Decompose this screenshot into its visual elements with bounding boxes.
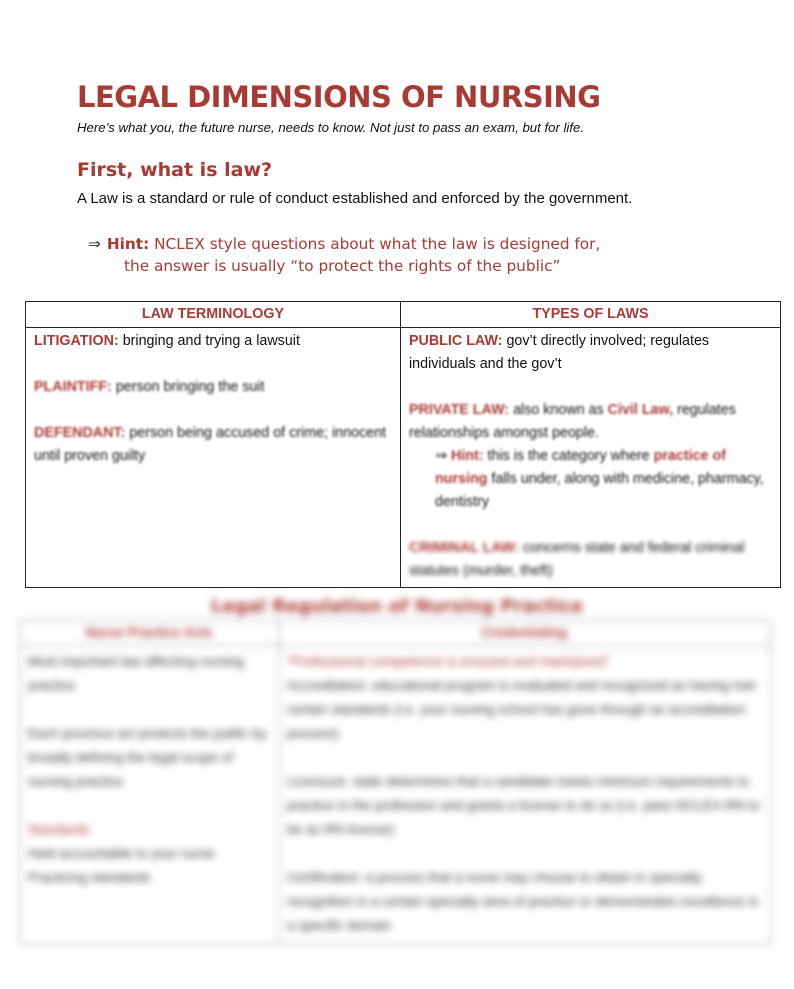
credentialing-cell (279, 646, 771, 945)
right-arrow-icon: ⇒ (435, 448, 447, 464)
section-heading-what-is-law: First, what is law? (77, 159, 273, 181)
page-subtitle: Here’s what you, the future nurse, needs to know. Not just to pass an exam, but for life. (77, 120, 585, 135)
list-item: Certification: a process that a nurse may choose to obtain in specialty recognition in a certain specialty area of practice or demonstrates excellence in a specific domain (287, 870, 759, 933)
type-criminal-law: CRIMINAL LAW: concerns state and federal criminal statutes (murder, theft) (409, 540, 745, 579)
types-of-laws-cell (401, 328, 781, 588)
hint-text-line2: the answer is usually “to protect the rights of the public” (124, 257, 561, 275)
law-terminology-table (25, 301, 781, 588)
header-credentialing: Credentialing (279, 621, 771, 646)
type-public-law: PUBLIC LAW: gov’t directly involved; regulates individuals and the gov’t (409, 333, 710, 372)
header-types-of-laws: TYPES OF LAWS (401, 302, 781, 328)
list-item: Most important law affecting nursing practice (28, 654, 244, 693)
hint-text-line1: NCLEX style questions about what the law is designed for, (154, 235, 601, 253)
nclex-hint (88, 233, 728, 277)
list-item: Held accountable to your nurse (28, 846, 215, 861)
list-item: Accreditation: educational program is evaluated and recognized as having met certain standards (i.e. your nursing school has gone through an accreditation process) (287, 678, 756, 741)
list-item: Each province act protects the public by broadly defining the legal scope of nursing practice (28, 726, 267, 789)
header-nurse-practice-acts: Nurse Practice Acts (20, 621, 279, 646)
legal-regulation-table (19, 620, 771, 945)
term-litigation: LITIGATION: bringing and trying a lawsuit (34, 333, 300, 349)
term-plaintiff: PLAINTIFF: person bringing the suit (34, 379, 265, 395)
list-item: “Professional competence is ensured and maintained” (287, 654, 610, 669)
page-title: LEGAL DIMENSIONS OF NURSING (77, 80, 601, 114)
private-law-hint: ⇒ Hint: this is the category where practice of nursing falls under, along with medicine, pharmacy, dentistry (435, 448, 764, 510)
section-heading-legal-regulation: Legal Regulation of Nursing Practice (210, 596, 584, 617)
list-item: Licensure: state determines that a candidate meets minimum requirements to practice in the profession and grants a license to do so (i.e. pass NCLEX-RN to be an RN license) (287, 774, 760, 837)
list-item: Practicing standards (28, 870, 151, 885)
terminology-cell (26, 328, 401, 588)
legal-regulation-section (0, 590, 794, 989)
law-definition: A Law is a standard or rule of conduct established and enforced by the government. (77, 190, 633, 207)
nurse-practice-acts-cell (20, 646, 279, 945)
list-item: Standards (28, 822, 90, 837)
type-private-law: PRIVATE LAW: also known as Civil Law, regulates relationships amongst people. (409, 402, 736, 441)
term-defendant: DEFENDANT: person being accused of crime; innocent until proven guilty (34, 425, 387, 464)
hint-label: Hint: (106, 235, 150, 253)
right-arrow-icon: ⇒ (88, 235, 101, 253)
header-law-terminology: LAW TERMINOLOGY (26, 302, 401, 328)
